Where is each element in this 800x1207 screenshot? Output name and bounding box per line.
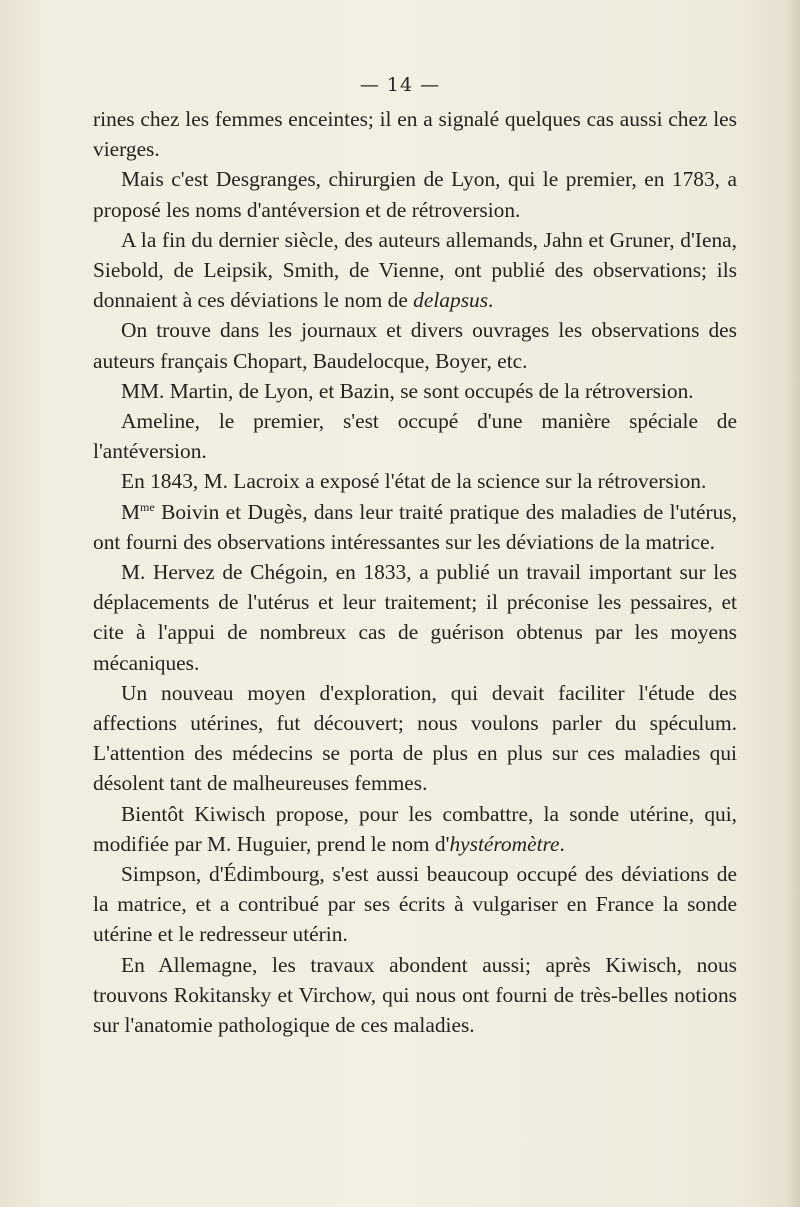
paragraph-allemagne: En Allemagne, les travaux abondent aussi; après Kiwisch, nous trouvons Rokitansky et Virchow, qui nous ont fourni de très-belles notions sur l'anatomie pathologique de ces maladies. [93,952,737,1038]
paragraph-desgranges: Mais c'est Desgranges, chirurgien de Lyon, qui le premier, en 1783, a proposé les noms d'antéversion et de rétroversion. [93,167,737,222]
paragraph-text-end: . [488,288,494,313]
term-delapsus: delapsus [413,288,489,313]
paragraph-ameline: Ameline, le premier, s'est occupé d'une manière spéciale de l'antéversion. [93,409,737,464]
abbr-madame: M [121,499,141,524]
paragraph-german-authors [93,225,737,316]
paragraph-french-authors: On trouve dans les journaux et divers ouvrages les observations des auteurs français Chopart, Baudelocque, Boyer, etc. [93,318,737,373]
paragraph-text: A la fin du dernier siècle, des auteurs allemands, Jahn et Gruner, d'Iena, Siebold, de Leipsik, Smith, de Vienne, ont publié des observations; ils donnaient à ces déviations le nom de [93,227,737,313]
body-text [93,104,737,1040]
paragraph-continuation: rines chez les femmes enceintes; il en a signalé quelques cas aussi chez les vierges. [93,107,737,162]
paragraph-speculum: Un nouveau moyen d'exploration, qui devait faciliter l'étude des affections utérines, fut découvert; nous voulons parler du spéculum. L'attention des médecins se porta de plus en plus sur ces maladies qui désolent tant de malheureuses femmes. [93,680,737,796]
term-hysterometre: hystéromètre [449,831,560,856]
paragraph-hervez: M. Hervez de Chégoin, en 1833, a publié un travail important sur les déplacements de l'utérus et leur traitement; il préconise les pessaires, et cite à l'appui de nombreux cas de guérison obtenus par les moyens mécaniques. [93,560,737,675]
paragraph-boivin-duges [93,497,737,557]
paragraph-simpson: Simpson, d'Édimbourg, s'est aussi beaucoup occupé des déviations de la matrice, et a contribué par ses écrits à vulgariser en France la sonde utérine et le redresseur utérin. [93,862,737,947]
paragraph-martin-bazin: MM. Martin, de Lyon, et Bazin, se sont occupés de la rétroversion. [121,378,694,403]
paragraph-kiwisch [93,799,737,859]
paragraph-lacroix: En 1843, M. Lacroix a exposé l'état de la science sur la rétroversion. [121,469,707,494]
page-number: — 14 — [359,74,441,96]
abbr-superscript: me [140,499,155,514]
paragraph-text-end: . [559,831,565,856]
paragraph-text: Boivin et Dugès, dans leur traité pratique des maladies de l'utérus, ont fourni des observations intéressantes sur les déviations de la matrice. [93,499,737,554]
page-edge-shadow [786,0,800,1207]
paragraph-text: Bientôt Kiwisch propose, pour les combattre, la sonde utérine, qui, modifiée par M. Huguier, prend le nom d' [93,801,737,856]
